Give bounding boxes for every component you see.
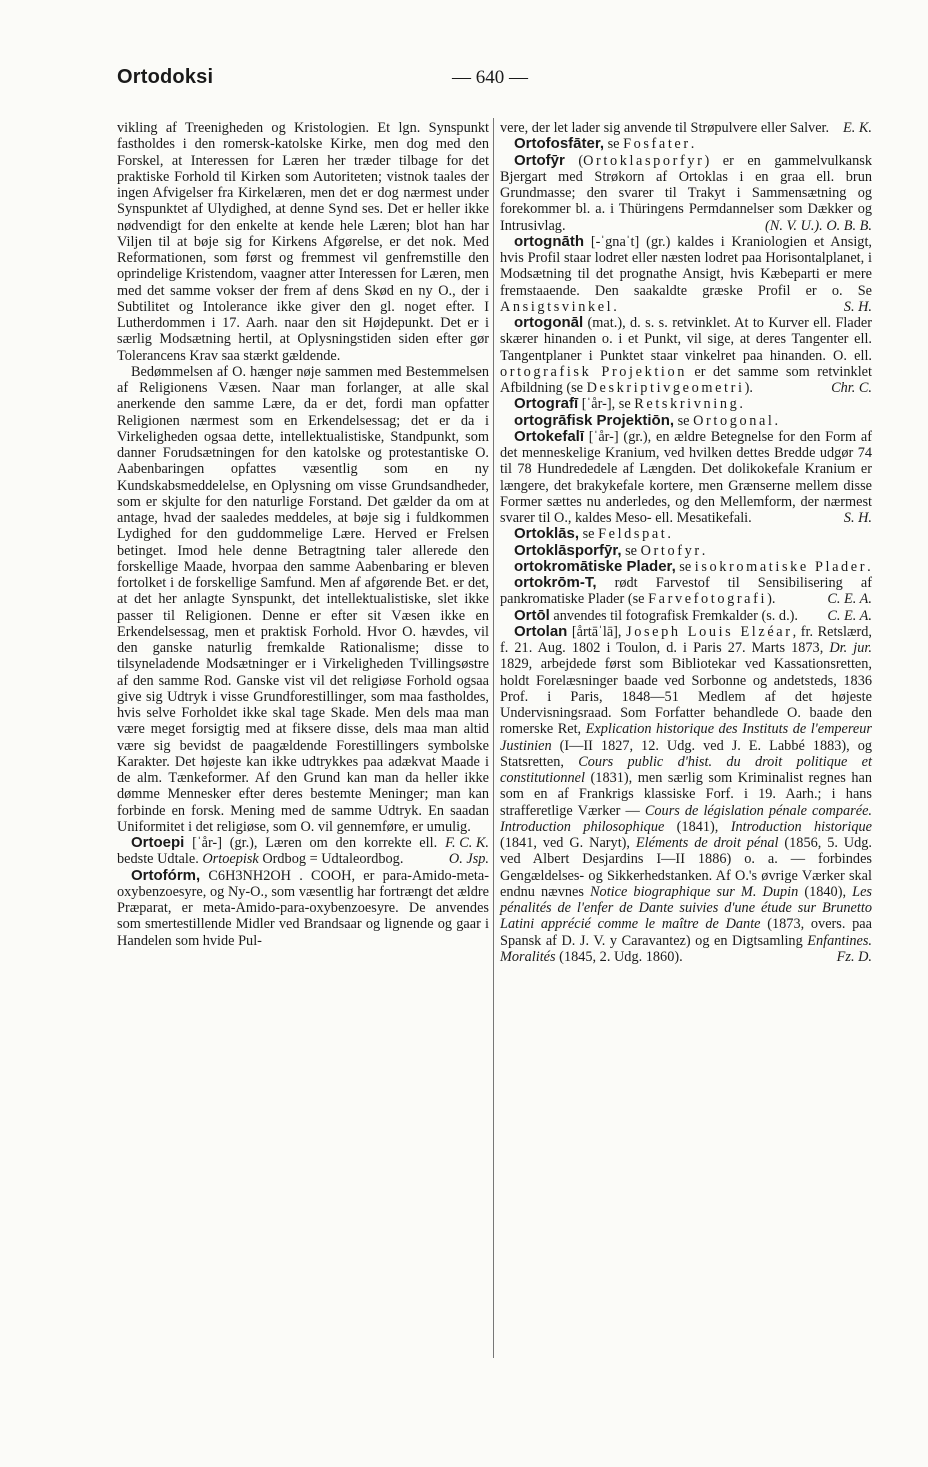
- header-title: Ortodoksi: [117, 66, 214, 88]
- cross-reference: Ortogonal: [693, 412, 775, 429]
- entry-ortoklasporfyr: Ortoklāsporfȳr, se Ortofyr.: [514, 541, 706, 559]
- entry-ortografisk-projektion: ortogrāfisk Projektiōn, se Ortogonal.: [514, 411, 779, 429]
- headword: Ortofȳr: [514, 151, 565, 169]
- headword: Ortolan: [514, 622, 568, 640]
- entry-ortofyr: Ortofȳr (Ortoklasporfyr) er en gammelvulkansk Bjergart med Strøkorn af Ortoklas i en graa ell. brun Grundmasse; den svarer til Trakyt i Sammensætning og forekommer bl. a. i Thüringens Permdannelser som Dækker og Intrusivlag. (N. V. U.). O. B. B.: [500, 151, 872, 234]
- right-column: [500, 120, 872, 965]
- entry-ortografi: Ortografī [ˈår-], se Retskrivning.: [514, 395, 743, 413]
- author-signature: C. E. A.: [827, 591, 872, 608]
- entry-ortofosfater: Ortofosfāter, se Fosfater.: [514, 135, 695, 153]
- ortodoksi-continuation: vikling af Treenigheden og Kristologien. Et lgn. Synspunkt fastholdes i den romersk-katolske Kirke, men dog med den Forskel, at Interessen for Læren her træder tilbage for det praktiske Forhold til Kirken som Autoriteten; vistnok taales der ingen Afvigelser fra Kirkelæren, men det er dog nærmest under Synspunktet af Ulydighed, at denne Synd ses. Det er heller ikke nødvendigt for den enkelte at kende hele Læren; blot han har Viljen til at bøje sig for Kirkens Afgørelse, er det nok. Med Reformationen, som først og fremmest vil genfremstille den oprindelige Kristendom, vaagner atter Interessen for Læren, men med det samme vokser der frem af dens Skød en ny O., der i Subtilitet og Intolerance ikke giver den gl. noget efter. I Lutherdommen i 17. Aarh. naar den sit Højdepunkt. Det er i særlig Modsætning hertil, at Oplysningstiden siden efter gør Tolerancens Krav saa stærkt gældende.: [117, 120, 489, 364]
- cross-reference: Ansigtsvinkel: [500, 298, 614, 315]
- ortodoksi-paragraph: Bedømmelsen af O. hænger nøje sammen med Bestemmelsen af Religionens Væsen. Naar man forlanger, at alle skal anerkende den samme Lære, da er det, fordi man opfatter Religionen nærmest som en Erkendelsessag; det er da i Virkeligheden ogsaa dette, intellektualistiske, Standpunkt, som danner Forudsætningen for den katolske og protestantiske O. Aabenbaringen opfattes væsentlig som en ny Kundskabsmeddelelse, en Oplysning om visse Grundsandheder, som er skjulte for den naturlige Forstand. Det gælder da om at antage, hvad der saaledes meddeles, at bøje sig i fuldkommen Lydighed for den guddommelige Lære. Herved er Frelsen betinget. Imod hele denne Betragtning taler allerede den forskellige Maade, hvorpaa den samme Aabenbaring er bleven fortolket i de forskellige Samfund. Men af afgørende Bet. er det, at det her anlagte Synspunkt, det intellektualistiske, slet ikke passer til Religionen. Denne er efter sit Væsen ikke en Erkendelsessag, men et praktisk Forhold. Hvor O. hævdes, vil den ganske naturlig fremkalde Rationalisme; disse to tilsyneladende Modsætninger er i Virkeligheden Tvillingsøstre af den samme Rod. Ganske vist vil det religiøse Forhold ogsaa give sig Udtryk i visse Grundforestillinger, som maa fastholdes, hvis selve Forholdet ikke skal tage Skade. Men dels maa man være meget forsigtig med at fiksere disse, dels maa man altid være sig bevidst de paagældende Forestillingers symbolske Karakter. Det højeste kan ikke udtrykkes paa adækvat Maade i de alm. Tænkeformer. Af den Grund kan man da heller ikke dømme Mennesker efter deres bestemte Meninger; man kan forbinde en forsk. Mening med de samme Udtryk. En saadan Uniformitet i det religiøse, som O. vil gennemføre, er umulig. F. C. K.: [117, 363, 489, 851]
- entry-ortokefali: Ortokefalī [ˈår-] (gr.), en ældre Betegnelse for den Form af det menneskelige Kranium, ved hvilken dettes Bredde udgør 74 til 78 Hundrededele af Længden. Det dolikokefale Kranium er længere, det brakykefale kortere, men Grænserne mellem disse Former sættes nu anderledes, og den Mellemform, der nærmest svarer til O., kaldes Meso- ell. Mesatikefali. S. H.: [500, 427, 872, 526]
- column-divider: [493, 118, 494, 1358]
- headword: Ortokefalī: [514, 427, 585, 445]
- headword: ortognāth: [514, 232, 584, 250]
- author-signature: S. H.: [843, 510, 872, 526]
- cross-reference: Retskrivning: [634, 396, 740, 413]
- entry-ortolan: Ortolan [årtāˈlā], Joseph Louis Elzéar, fr. Retslærd, f. 21. Aug. 1802 i Toulon, d. i Paris 27. Marts 1873, Dr. jur. 1829, arbejdede først som Bibliotekar ved Kassationsretten, holdt Forelæsninger baade ved Sorbonne og andetsteds, 1836 Prof. i Paris, 1848—51 Medlem af det højeste Undervisningsraad. Som Forfatter behandlede O. baade den romerske Ret, Explication historique des Instituts de l'empereur Justinien (I—II 1827, 12. Udg. ved J. E. Labbé 1883), og Statsretten, Cours public d'hist. du droit politique et constitutionnel (1831), men særlig som Kriminalist regnes han som en af Frankrigs klassiske Forf. i 19. Aarh.; i hans strafferetlige Værker — Cours de législation pénale comparée. Introduction philosophique (1841), Introduction historique (1841, ved G. Naryt), Eléments de droit pénal (1856, 5. Udg. ved Albert Desjardins I—II 1886) o. a. — forbindes Gengældelses- og Sikkerhedstanken. Af O.'s øvrige Værker skal endnu nævnes Notice biographique sur M. Dupin (1840), Les pénalités de l'enfer de Dante suivies d'une étude sur Brunetto Latini apprécié comme le maître de Dante (1873, overs. paa Spansk af D. J. V. y Caravantez) og en Digtsamling Enfantines. Moralités (1845, 2. Udg. 1860). Fz. D.: [500, 622, 873, 965]
- cross-reference: Fosfater: [623, 136, 691, 153]
- author-signature: Fz. D.: [836, 948, 872, 965]
- author-signature: Chr. C.: [831, 380, 872, 396]
- entry-ortokromatiske-plader: ortokromātiske Plader, se isokromatiske Plader.: [514, 557, 871, 575]
- headword: ortokrōm-T,: [514, 574, 597, 591]
- headword: Ortoepi: [131, 834, 185, 851]
- headword: Ortofórm,: [131, 866, 201, 884]
- person-name: Joseph Louis Elzéar: [626, 623, 793, 640]
- entry-ortokrom-t: ortokrōm-T, rødt Farvestof til Sensibilisering af pankromatiske Plader (se Farvefotografi). C. E. A.: [500, 574, 872, 608]
- headword: Ortoklās,: [514, 525, 580, 543]
- cross-reference: isokromatiske Plader: [694, 558, 868, 575]
- cross-reference: Farvefotografi: [648, 591, 768, 608]
- entry-ortogonal: ortogonāl (mat.), d. s. s. retvinklet. At to Kurver ell. Flader skærer hinanden o. i et Punkt, vil sige, at deres Tangenter ell. Tangentplaner i Punktet staar vinkelret paa hinanden. O. ell. ortografisk Projektion er det samme som retvinklet Afbildning (se Deskriptivgeometri). Chr. C.: [500, 314, 872, 396]
- author-signature: (N. V. U.). O. B. B.: [765, 217, 872, 234]
- headword: Ortofosfāter,: [514, 135, 605, 153]
- cross-reference: Ortofyr: [640, 542, 702, 559]
- page-number: — 640 —: [452, 67, 528, 88]
- headword: ortogonāl: [514, 314, 584, 331]
- author-signature: O. Jsp.: [448, 851, 489, 868]
- entry-ortoepi: Ortoepi [ˈår-] (gr.), Læren om den korrekte ell. bedste Udtale. Ortoepisk Ordbog = Udtaleordbog. O. Jsp.: [117, 834, 489, 868]
- headword: Ortoklāsporfȳr,: [514, 541, 622, 559]
- entry-ortoform: Ortofórm, C6H3NH2OH . COOH, er para-Amido-meta-oxybenzoesyre, og Ny-O., som væsentlig har fortrængt det ældre Præparat, er meta-Amido-para-oxybenzoesyre. De anvendes som smertestillende Midler ved Brandsaar og lignende og gaar i Handelen som hvide Pul-: [117, 866, 489, 949]
- running-header: [0, 66, 928, 96]
- entry-ortoklas: Ortoklās, se Feldspat.: [514, 525, 671, 543]
- cross-reference: Deskriptivgeometri: [586, 380, 745, 396]
- entry-ortol: Ortōl anvendes til fotografisk Fremkalder (s. d.). C. E. A.: [514, 606, 872, 624]
- headword: ortokromātiske Plader,: [514, 557, 676, 575]
- left-column: [117, 120, 489, 949]
- headword: Ortografī: [514, 395, 579, 413]
- entry-ortognath: ortognāth [-ˈgnaˈt] (gr.) kaldes i Kraniologien et Ansigt, hvis Profil staar lodret eller næsten lodret paa Horisontalplanet, i Modsætning til det prognathe Ansigt, hvis Kæbeparti er mere fremstaaende. Den saakaldte græske Profil er o. Se Ansigtsvinkel. S. H.: [500, 232, 872, 315]
- author-signature: F. C. K.: [445, 835, 489, 851]
- headword: ortogrāfisk Projektiōn,: [514, 411, 675, 429]
- ortoform-continuation: vere, der let lader sig anvende til Strøpulvere eller Salver. E. K.: [500, 120, 872, 136]
- cross-reference: Feldspat: [598, 526, 668, 543]
- author-signature: S. H.: [843, 298, 872, 315]
- headword: Ortōl: [514, 606, 550, 624]
- author-signature: C. E. A.: [827, 607, 872, 624]
- author-signature: E. K.: [843, 120, 872, 136]
- cross-reference: ortografisk Projektion: [500, 363, 687, 380]
